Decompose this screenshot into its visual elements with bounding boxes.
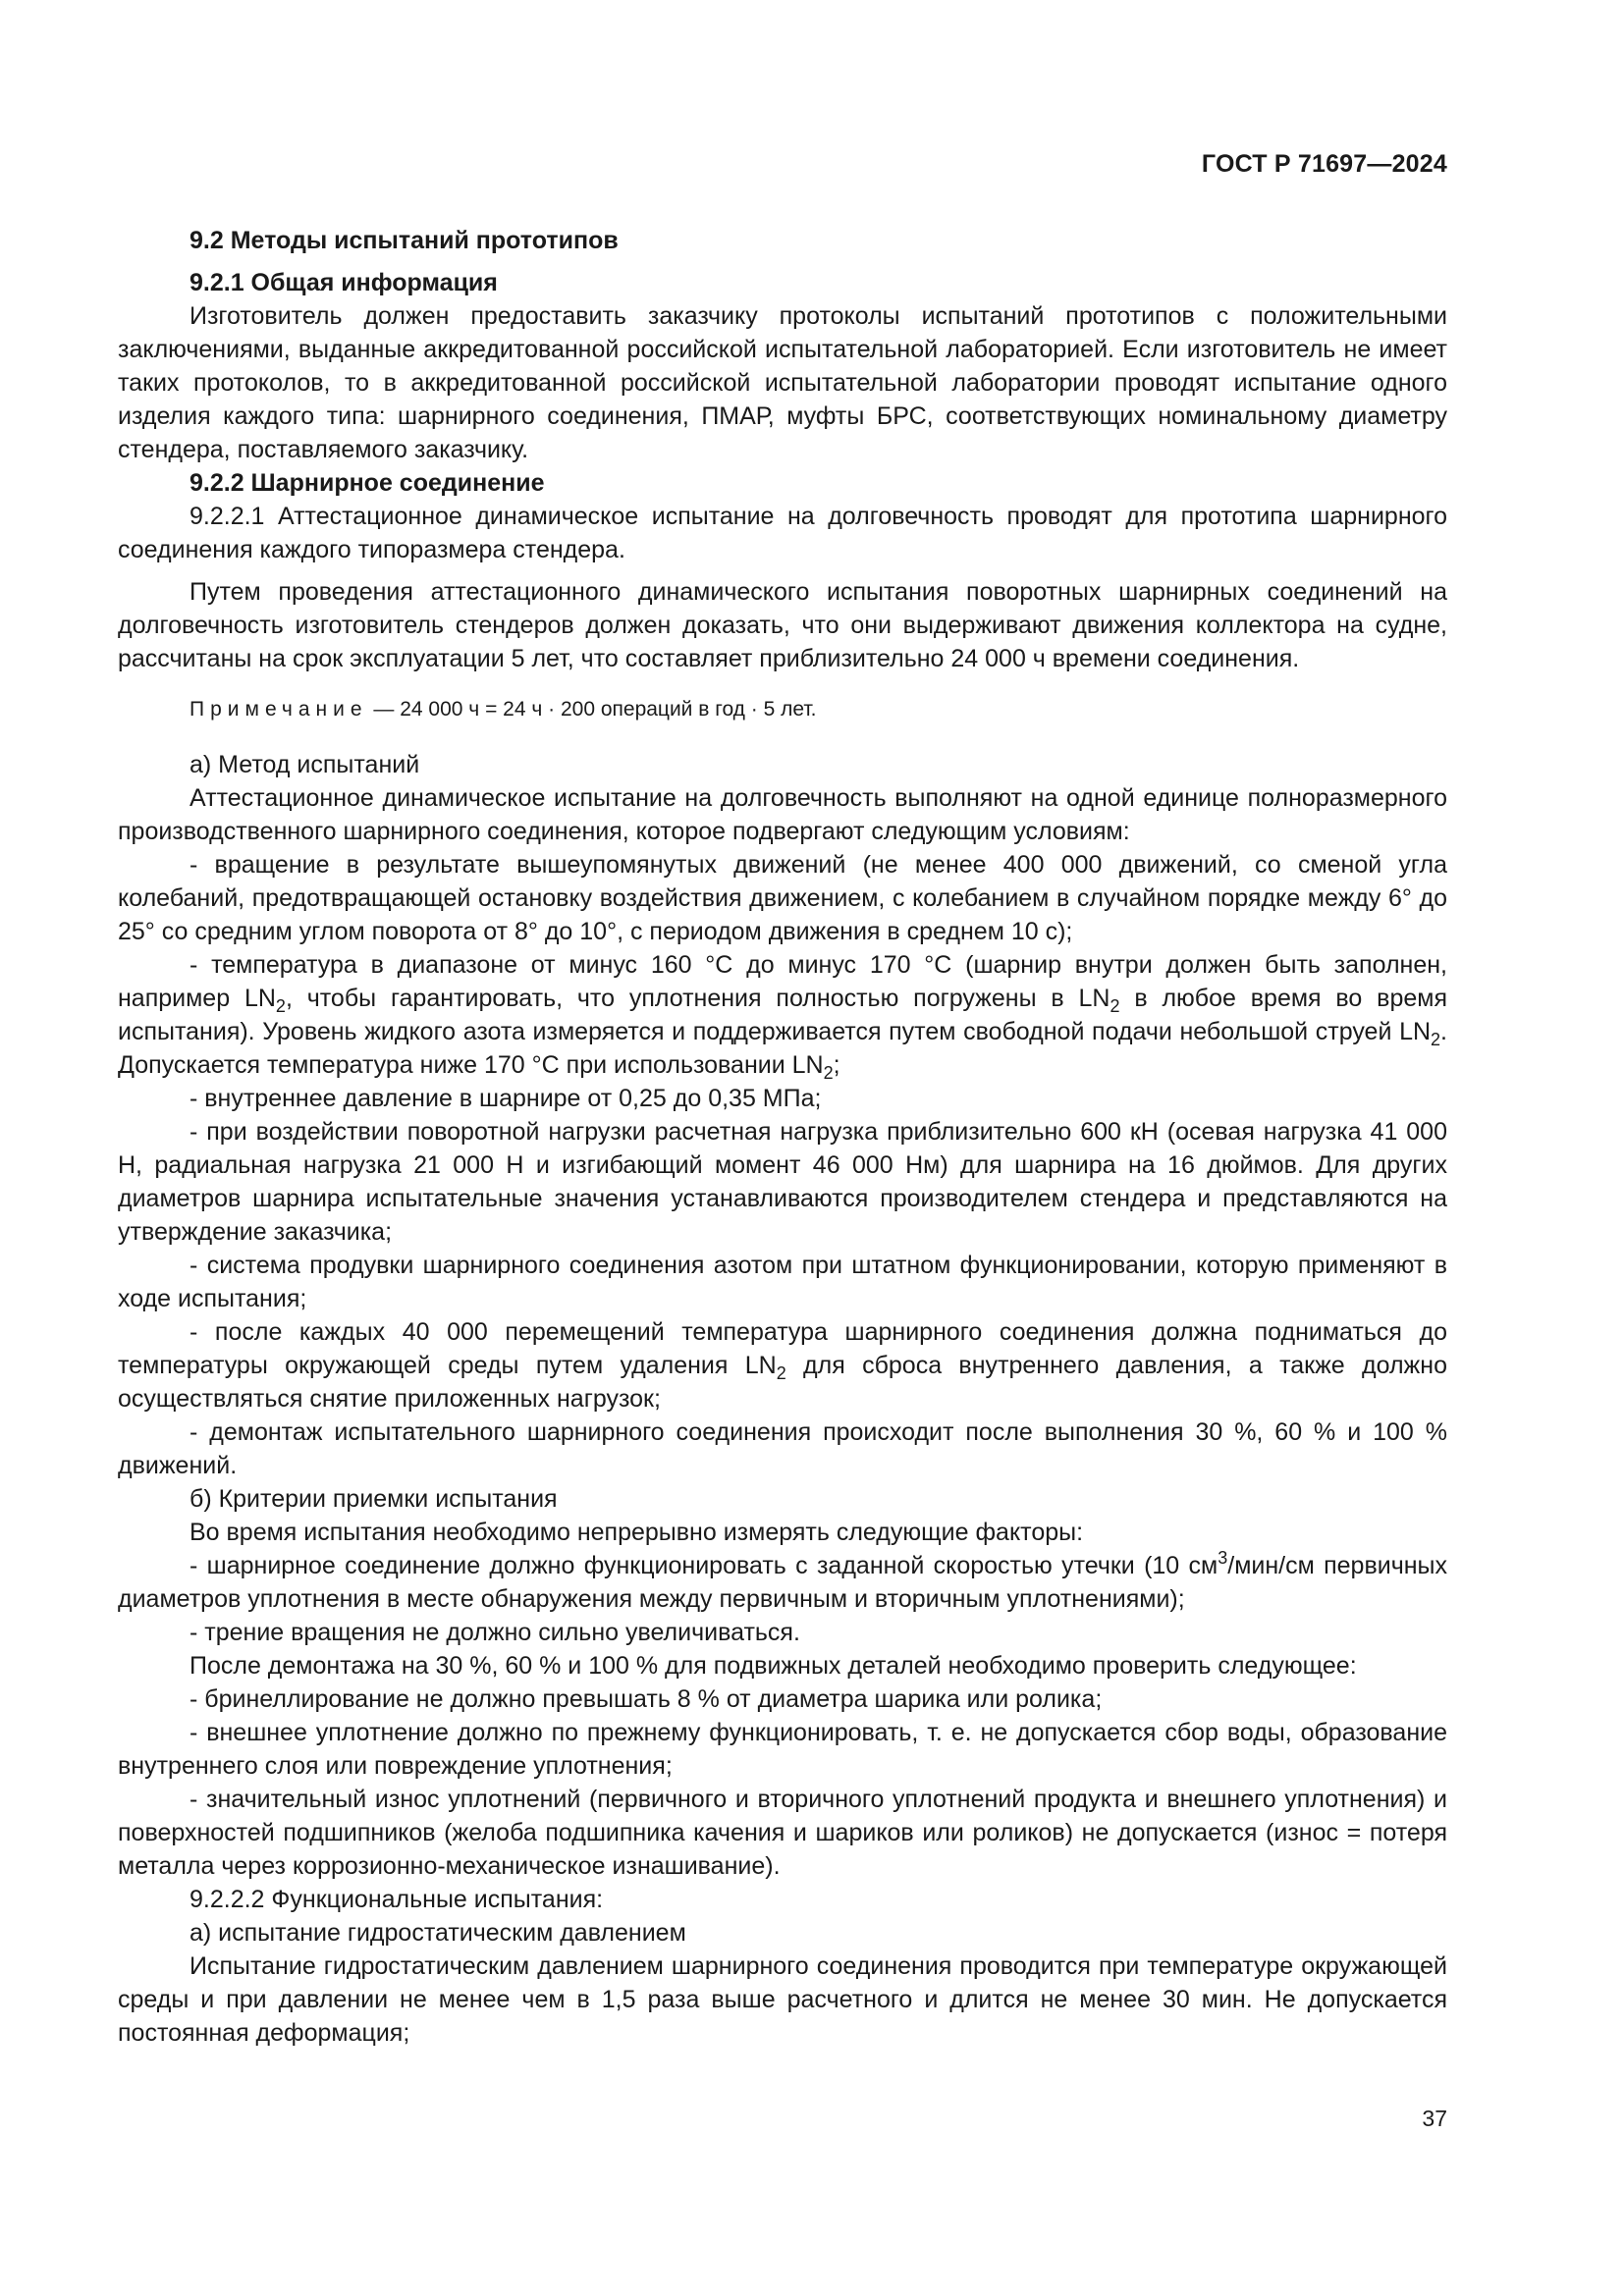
- section-title-9-2-2: 9.2.2 Шарнирное соединение: [189, 469, 545, 497]
- text-run: , чтобы гарантировать, что уплотнения полностью погружены в LN: [285, 985, 1110, 1012]
- list-item: [118, 1315, 1447, 1415]
- document-code: ГОСТ Р 71697—2024: [1201, 150, 1447, 178]
- list-item: - внешнее уплотнение должно по прежнему функционировать, т. е. не допускается сбор воды, образование внутреннего слоя или повреждение уплотнения;: [118, 1719, 1447, 1780]
- subscript: 2: [1110, 996, 1120, 1016]
- text-run: /мин/см первичных диаметров уплотнения в месте обнаружения между первичным и вторичным уплотнениями);: [118, 1552, 1447, 1613]
- paragraph: Аттестационное динамическое испытание на долговечность выполняют на одной единице полноразмерного производственного шарнирного соединения, которое подвергают следующим условиям:: [118, 784, 1447, 845]
- list-item: - система продувки шарнирного соединения азотом при штатном функционировании, которую применяют в ходе испытания;: [118, 1252, 1447, 1312]
- list-item: - трение вращения не должно сильно увеличиваться.: [189, 1619, 800, 1646]
- text-run: - шарнирное соединение должно функционировать с заданной скоростью утечки (10 см: [189, 1552, 1218, 1579]
- paragraph: Испытание гидростатическим давлением шарнирного соединения проводится при температуре окружающей среды и при давлении не менее чем в 1,5 раза выше расчетного и длится не менее 30 мин. Не допускается постоянная деформация;: [118, 1952, 1447, 2047]
- paragraph: 9.2.2.1 Аттестационное динамическое испытание на долговечность проводят для прототипа шарнирного соединения каждого типоразмера стендера.: [118, 503, 1447, 563]
- section-title-9-2-1: 9.2.1 Общая информация: [189, 269, 498, 296]
- text-run: ;: [833, 1051, 840, 1079]
- list-item: - значительный износ уплотнений (первичного и вторичного уплотнений продукта и внешнего уплотнения) и поверхностей подшипников (желоба подшипника качения и шариков или роликов) не допускается (износ = потеря металла через коррозионно-механическое изнашивание).: [118, 1786, 1447, 1880]
- list-heading: а) Метод испытаний: [189, 751, 420, 778]
- list-heading: б) Критерии приемки испытания: [189, 1485, 558, 1513]
- note-text: — 24 000 ч = 24 ч · 200 операций в год · 5 лет.: [367, 698, 817, 721]
- list-item: - бринеллирование не должно превышать 8 % от диаметра шарика или ролика;: [189, 1685, 1103, 1713]
- subscript: 2: [1431, 1030, 1441, 1049]
- paragraph: Путем проведения аттестационного динамического испытания поворотных шарнирных соединений на долговечность изготовитель стендеров должен доказать, что они выдерживают движения коллектора на судне, рассчитаны на срок эксплуатации 5 лет, что составляет приблизительно 24 000 ч времени соединения.: [118, 578, 1447, 672]
- note-label: Примечание: [189, 698, 368, 721]
- list-item: [118, 1549, 1447, 1616]
- note: [118, 693, 1447, 726]
- list-heading: а) испытание гидростатическим давлением: [189, 1919, 686, 1947]
- text-run: для сброса внутреннего давления, а также должно осуществляться снятие приложенных нагрузок;: [118, 1352, 1447, 1413]
- paragraph: Изготовитель должен предоставить заказчику протоколы испытаний прототипов с положительными заключениями, выданные аккредитованной российской испытательной лабораторией. Если изготовитель не имеет таких протоколов, то в аккредитованной российской испытательной лаборатории проводят испытание одного изделия каждого типа: шарнирного соединения, ПМАР, муфты БРС, соответствующих номинальному диаметру стендера, поставляемого заказчику.: [118, 302, 1447, 463]
- section-title-9-2-2-2: 9.2.2.2 Функциональные испытания:: [189, 1886, 604, 1913]
- list-item: - вращение в результате вышеупомянутых движений (не менее 400 000 движений, со сменой угла колебаний, предотвращающей остановку воздействия движением, с колебанием в случайном порядке между 6° до 25° со средним углом поворота от 8° до 10°, с периодом движения в среднем 10 с);: [118, 851, 1447, 945]
- superscript: 3: [1218, 1548, 1228, 1568]
- text-run: - после каждых 40 000 перемещений температура шарнирного соединения должна подниматься до температуры окружающей среды путем удаления LN: [118, 1318, 1447, 1379]
- page-number: 37: [1422, 2106, 1447, 2131]
- list-item: [118, 948, 1447, 1082]
- list-item: - при воздействии поворотной нагрузки расчетная нагрузка приблизительно 600 кН (осевая нагрузка 41 000 Н, радиальная нагрузка 21 000 Н и изгибающий момент 46 000 Нм) для шарнира на 16 дюймов. Для других диаметров шарнира испытательные значения устанавливаются производителем стендера и представляются на утверждение заказчика;: [118, 1118, 1447, 1246]
- text-run: . Допускается температура ниже 170 °С при использовании LN: [118, 1018, 1447, 1079]
- list-item: - демонтаж испытательного шарнирного соединения происходит после выполнения 30 %, 60 % и 100 % движений.: [118, 1418, 1447, 1479]
- text-run: - температура в диапазоне от минус 160 °С до минус 170 °С (шарнир внутри должен быть заполнен, например LN: [118, 951, 1447, 1012]
- section-title-9-2: 9.2 Методы испытаний прототипов: [189, 227, 619, 254]
- subscript: 2: [823, 1063, 834, 1083]
- paragraph: После демонтажа на 30 %, 60 % и 100 % для подвижных деталей необходимо проверить следующее:: [189, 1652, 1357, 1680]
- subscript: 2: [275, 996, 286, 1016]
- subscript: 2: [776, 1363, 786, 1383]
- list-item: - внутреннее давление в шарнире от 0,25 до 0,35 МПа;: [189, 1085, 822, 1112]
- paragraph: Во время испытания необходимо непрерывно измерять следующие факторы:: [189, 1519, 1084, 1546]
- text-run: в любое время во время испытания). Уровень жидкого азота измеряется и поддерживается путем свободной подачи небольшой струей LN: [118, 985, 1447, 1045]
- page-content: [118, 224, 1447, 2050]
